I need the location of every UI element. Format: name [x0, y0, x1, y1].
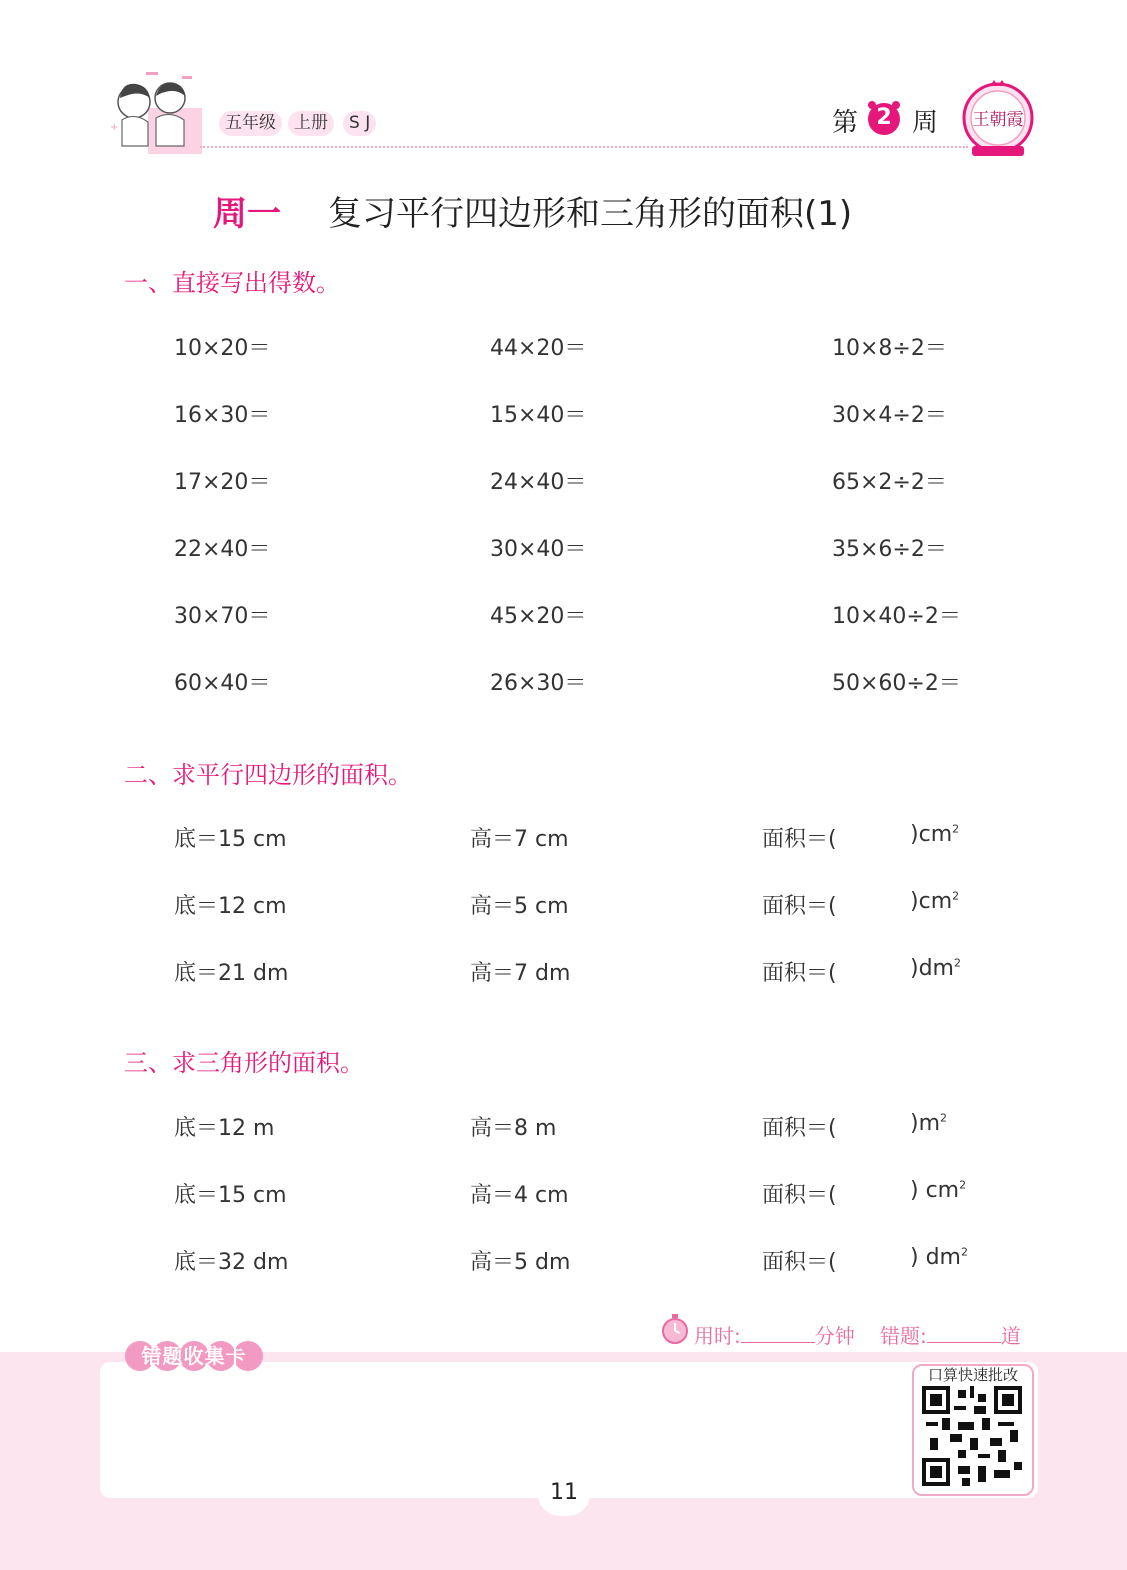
problem-item: 15×40＝: [490, 403, 587, 428]
area-answer: [762, 822, 960, 853]
area-unit: )$cm^2$: [910, 889, 960, 914]
error-count-field: [880, 1320, 1021, 1349]
area-label: 面积＝(: [762, 894, 837, 919]
week-suffix: 周: [912, 108, 939, 138]
section-heading-triangle: 三、求三角形的面积。: [124, 1049, 364, 1077]
area-unit: )$m^2$: [910, 1111, 948, 1136]
area-answer: [762, 956, 961, 987]
svg-text:+: +: [110, 122, 119, 133]
problem-item: 30×40＝: [490, 537, 587, 562]
brand-seal-logo: [960, 78, 1036, 162]
problem-item: 26×30＝: [490, 671, 587, 696]
problem-item: 30×70＝: [174, 604, 271, 629]
problem-item: 22×40＝: [174, 537, 271, 562]
area-answer: [762, 1111, 948, 1142]
base-value: 底＝12 m: [174, 1116, 275, 1141]
area-label: 面积＝(: [762, 827, 837, 852]
problem-item: 10×20＝: [174, 336, 271, 361]
problem-item: 30×4÷2＝: [832, 403, 947, 428]
time-label: 用时:: [694, 1324, 741, 1348]
area-unit: )$cm^2$: [910, 822, 960, 847]
height-value: 高＝5 cm: [470, 894, 569, 919]
problem-item: 45×20＝: [490, 604, 587, 629]
base-value: 底＝15 cm: [174, 827, 287, 852]
time-unit: 分钟: [814, 1324, 855, 1348]
area-answer: [762, 1245, 968, 1276]
problem-item: 44×20＝: [490, 336, 587, 361]
card-label: 错题收集卡: [141, 1344, 247, 1368]
page-number: 11: [550, 1480, 578, 1505]
problem-item: 35×6÷2＝: [832, 537, 947, 562]
time-spent-field: [694, 1320, 855, 1349]
problem-item: 10×8÷2＝: [832, 336, 947, 361]
errors-label: 错题:: [880, 1324, 927, 1348]
problem-item: 65×2÷2＝: [832, 470, 947, 495]
height-value: 高＝8 m: [470, 1116, 557, 1141]
problem-item: 60×40＝: [174, 671, 271, 696]
svg-text:王朝霞: 王朝霞: [972, 110, 1024, 130]
week-number: 2: [876, 105, 892, 130]
page-title-day: 周一: [213, 194, 281, 234]
area-unit: )$dm^2$: [910, 956, 961, 981]
area-unit: ) $dm^2$: [910, 1245, 968, 1270]
section-heading-parallelogram: 二、求平行四边形的面积。: [124, 761, 412, 789]
qr-caption: 口算快速批改: [927, 1366, 1018, 1384]
errors-blank[interactable]: [927, 1324, 1001, 1343]
header-divider: [200, 146, 968, 148]
height-value: 高＝5 dm: [470, 1250, 571, 1275]
height-value: 高＝4 cm: [470, 1183, 569, 1208]
grade-pill: 五年级: [219, 111, 282, 136]
problem-item: 10×40÷2＝: [832, 604, 961, 629]
week-prefix: 第: [832, 108, 859, 138]
area-label: 面积＝(: [762, 1116, 837, 1141]
cartoon-kids-illustration: [108, 68, 204, 156]
page-title: 复习平行四边形和三角形的面积(1): [328, 194, 853, 234]
base-value: 底＝32 dm: [174, 1250, 289, 1275]
edition-pill: S J: [343, 111, 376, 136]
volume-pill: 上册: [288, 111, 334, 136]
problem-item: 16×30＝: [174, 403, 271, 428]
problem-item: 24×40＝: [490, 470, 587, 495]
area-label: 面积＝(: [762, 961, 837, 986]
errors-unit: 道: [1000, 1324, 1021, 1348]
area-unit: ) $cm^2$: [910, 1178, 967, 1203]
area-label: 面积＝(: [762, 1250, 837, 1275]
area-answer: [762, 1178, 967, 1209]
time-blank[interactable]: [741, 1324, 815, 1343]
problem-item: 50×60÷2＝: [832, 671, 961, 696]
qr-code-image[interactable]: [922, 1386, 1022, 1486]
height-value: 高＝7 cm: [470, 827, 569, 852]
base-value: 底＝15 cm: [174, 1183, 287, 1208]
area-answer: [762, 889, 960, 920]
stopwatch-icon: [660, 1313, 690, 1345]
height-value: 高＝7 dm: [470, 961, 571, 986]
base-value: 底＝21 dm: [174, 961, 289, 986]
problem-item: 17×20＝: [174, 470, 271, 495]
section-heading-mental-math: 一、直接写出得数。: [124, 269, 340, 297]
area-label: 面积＝(: [762, 1183, 837, 1208]
base-value: 底＝12 cm: [174, 894, 287, 919]
